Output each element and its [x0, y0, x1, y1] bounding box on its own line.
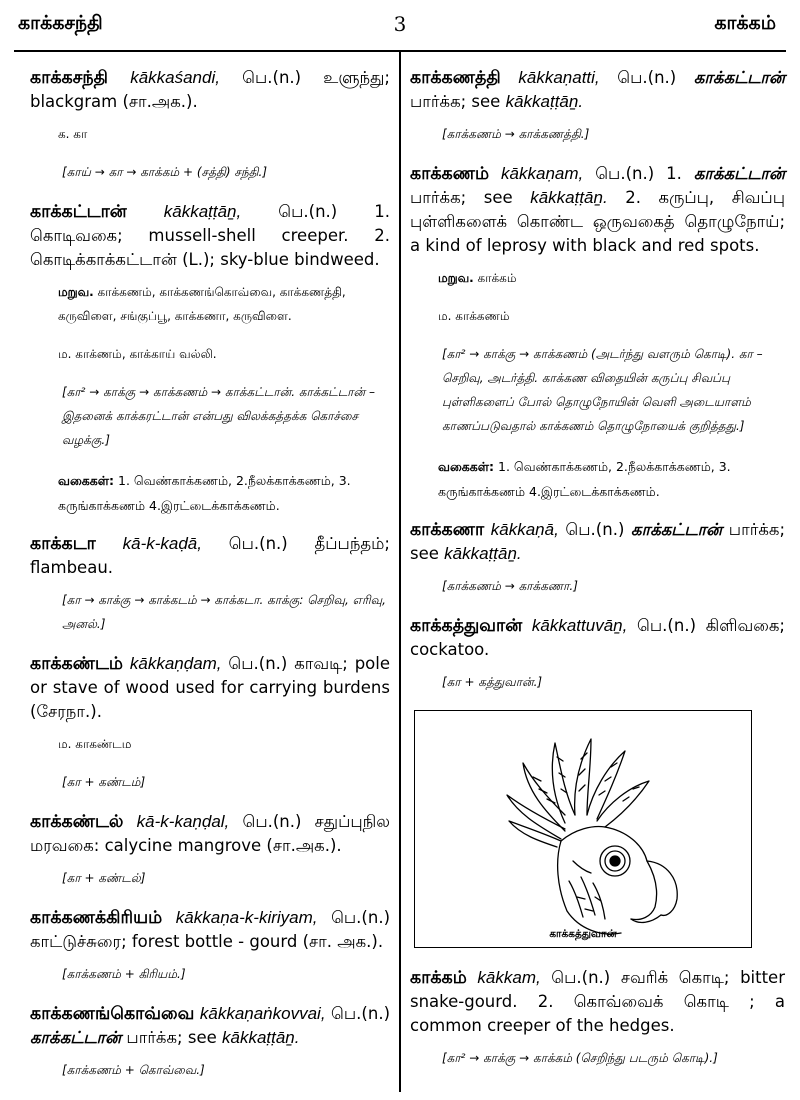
- synonym-note: [58, 280, 390, 328]
- headword: காக்கசந்தி: [30, 68, 108, 88]
- transliteration: kākkaṇā,: [490, 520, 559, 539]
- varieties-list: 1. வெண்காக்கணம், 2.நீலக்காக்கணம், 3. கருங்காக்கணம் 4.இரட்டைக்காக்கணம்.: [438, 459, 731, 499]
- entry-kakkana: [410, 518, 785, 566]
- cross-reference: காக்கட்டான்: [30, 1028, 122, 1047]
- headword: காக்கண்டல்: [30, 812, 124, 832]
- transliteration-see: kākkaṭṭāṉ.: [444, 544, 522, 563]
- cognate-note: க. கா: [58, 127, 88, 141]
- definition: பெ.(n.) காட்டுச்சுரை; forest bottle - gourd (சா. அக.).: [30, 908, 391, 951]
- etymology: [கா² → காக்கு → காக்கம் (செறிந்து படரும் கொடி).]: [442, 1051, 718, 1065]
- definition: பெ.(n.) தீப்பந்தம்; flambeau.: [30, 534, 390, 577]
- transliteration: kākkaṇaṅkovvai,: [199, 1004, 326, 1023]
- entry-kakkanakkiriyam: [30, 906, 390, 954]
- cognate-note: ம. காக்ணம், காக்காய் வல்லி.: [58, 347, 217, 361]
- varieties-note: [58, 468, 390, 518]
- definition-see: பார்க்க; see: [121, 1028, 222, 1047]
- definition: பெ.(n.) 1. கொடிவகை; mussell-shell creeper. 2. கொடிக்காக்கட்டான் (L.); sky-blue bindweed.: [30, 202, 390, 269]
- column-divider: [399, 52, 401, 1092]
- running-head-right: காக்கம்: [714, 12, 776, 34]
- transliteration: kākkam,: [477, 968, 541, 987]
- synonym-list: காக்கம்: [473, 271, 517, 285]
- etymology: [காய் → கா → காக்கம் + (சத்தி) சந்தி.]: [62, 165, 268, 179]
- entry-kakkanam: [410, 162, 785, 258]
- headword: காக்கண்டம்: [30, 654, 124, 674]
- etymology: [கா² → காக்கு → காக்கணம் (அடர்ந்து வளரும் கொடி). கா – செறிவு, அடர்த்தி. காக்கண விதையின் கருப்பு சிவப்பு புள்ளிகளைப் போல் தொழுநோயின் வெளி அடையாளம் காணப்படுவதால் காக்கணம் தொழுநோயைக் குறித்தது.]: [442, 347, 763, 433]
- synonym-label: மறுவ.: [438, 271, 474, 285]
- etymology: [கா → காக்கு → காக்கடம் → காக்கடா. காக்கு: செறிவு, எரிவு, அனல்.]: [62, 593, 386, 631]
- varieties-label: வகைகள்:: [438, 459, 495, 474]
- transliteration: kākkaṇḍam,: [129, 654, 222, 673]
- transliteration: kā-k-kaḍā,: [122, 534, 202, 553]
- definition: பெ.(n.) சவரிக் கொடி; bitter snake-gourd. 2. கொவ்வைக் கொடி ; a common creeper of the hedges.: [410, 968, 785, 1035]
- transliteration-see: kākkaṭṭāṉ.: [530, 188, 608, 207]
- headword: காக்கத்துவான்: [410, 616, 523, 636]
- cross-reference: காக்கட்டான்: [693, 164, 785, 183]
- entry-kakkada: [30, 532, 390, 580]
- entry-kakkandam: [30, 652, 390, 724]
- transliteration: kākkaṇatti,: [518, 68, 600, 87]
- left-column: [30, 66, 390, 1098]
- entry-kakkanatti: [410, 66, 785, 114]
- definition: பெ.(n.): [558, 520, 632, 539]
- etymology: [கா² → காக்கு → காக்கணம் → காக்கட்டான். காக்கட்டான் – இதனைக் காக்கரட்டான் என்பது விலக்கத்தக்க கொச்சை வழக்கு.]: [62, 385, 375, 447]
- synonym-list: காக்கணம், காக்கணங்கொவ்வை, காக்கணத்தி, கருவிளை, சங்குப்பூ, காக்கணா, கருவிளை.: [58, 285, 346, 323]
- cross-reference: காக்கட்டான்: [631, 520, 723, 539]
- synonym-label: மறுவ.: [58, 285, 94, 299]
- cockatoo-illustration: [414, 710, 752, 948]
- definition: பெ.(n.) காவடி; pole or stave of wood used for carrying burdens (சேரநா.).: [30, 654, 391, 721]
- etymology: [காக்கணம் + கிரியம்.]: [62, 967, 186, 981]
- entry-kakkandal: [30, 810, 390, 858]
- headword: காக்கணம்: [410, 164, 490, 184]
- headword: காக்கட்டான்: [30, 202, 127, 222]
- definition-see: பார்க்க; see: [410, 520, 785, 563]
- etymology: [காக்கணம் → காக்கணா.]: [442, 579, 578, 593]
- definition-see: பார்க்க; see: [410, 92, 506, 111]
- right-column: [410, 66, 785, 1086]
- etymology: [கா + கத்துவான்.]: [442, 675, 543, 689]
- varieties-note: [438, 454, 785, 504]
- definition-2: 2. கருப்பு, சிவப்பு புள்ளிகளைக் கொண்ட ஒருவகைத் தொழுநோய்; a kind of leprosy with black and red spots.: [410, 188, 785, 255]
- transliteration-see: kākkaṭṭāṉ.: [505, 92, 584, 111]
- transliteration: kākkaṇam,: [501, 164, 584, 183]
- headword: காக்கம்: [410, 968, 467, 988]
- synonym-note: [438, 266, 785, 290]
- transliteration: kākkattuvāṉ,: [531, 616, 628, 635]
- definition: பெ.(n.) உளுந்து; blackgram (சா.அக.).: [30, 68, 390, 111]
- entry-kakkasandi: [30, 66, 390, 114]
- definition: பெ.(n.) 1.: [583, 164, 694, 183]
- headword: காக்கணா: [410, 520, 485, 540]
- etymology: [கா + கண்டல்]: [62, 871, 146, 885]
- definition: பெ.(n.) கிளிவகை; cockatoo.: [410, 616, 785, 659]
- etymology: [காக்கணம் → காக்கணத்தி.]: [442, 127, 590, 141]
- definition: பெ.(n.): [599, 68, 694, 87]
- running-head-left: காக்கசந்தி: [18, 12, 103, 34]
- cognate-note: ம. காகண்டம: [58, 737, 132, 751]
- entry-kakkattuvan: [410, 614, 785, 662]
- headword: காக்கணங்கொவ்வை: [30, 1004, 195, 1024]
- transliteration: kā-k-kaṇḍal,: [136, 812, 230, 831]
- etymology: [கா + கண்டம்]: [62, 775, 146, 789]
- headword: காக்கடா: [30, 534, 96, 554]
- headword: காக்கணக்கிரியம்: [30, 908, 163, 928]
- etymology: [காக்கணம் + கொவ்வை.]: [62, 1063, 205, 1077]
- cognate-note: ம. காக்கணம்: [438, 309, 510, 323]
- entry-kakkanangovvai: [30, 1002, 390, 1050]
- varieties-list: 1. வெண்காக்கணம், 2.நீலக்காக்கணம், 3. கருங்காக்கணம் 4.இரட்டைக்காக்கணம்.: [58, 473, 351, 513]
- transliteration: kākkaṇa-k-kiriyam,: [175, 908, 318, 927]
- definition-see: பார்க்க; see: [410, 188, 531, 207]
- varieties-label: வகைகள்:: [58, 473, 115, 488]
- page-number: 3: [393, 12, 407, 36]
- entry-kakkam: [410, 966, 785, 1038]
- definition: பெ.(n.): [325, 1004, 390, 1023]
- cockatoo-drawing: [415, 711, 751, 947]
- entry-kakkattan: [30, 200, 390, 272]
- transliteration: kākkaśandi,: [130, 68, 220, 87]
- headword: காக்கணத்தி: [410, 68, 501, 88]
- definition: பெ.(n.) சதுப்புநில மரவகை: calycine mangrove (சா.அக.).: [30, 812, 391, 855]
- cross-reference: காக்கட்டான்: [693, 68, 786, 87]
- transliteration: kākkaṭṭāṉ,: [163, 202, 242, 221]
- transliteration-see: kākkaṭṭāṉ.: [222, 1028, 300, 1047]
- figure-caption: காக்கத்துவான்: [549, 928, 617, 940]
